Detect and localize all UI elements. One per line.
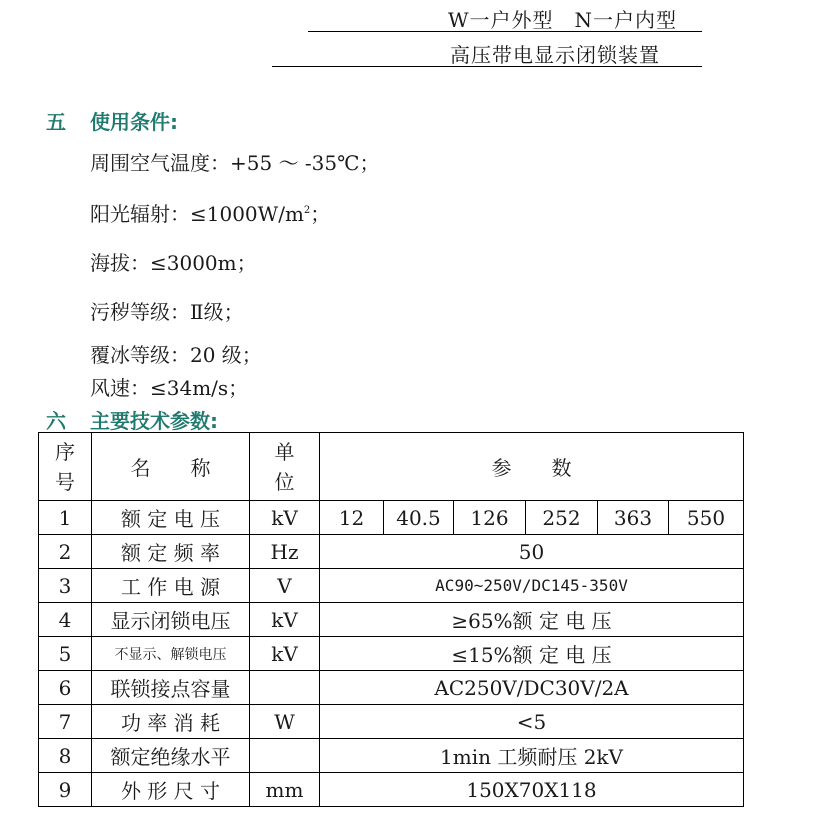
table-row xyxy=(39,705,744,739)
section-6-heading xyxy=(46,405,218,434)
row-3-name: 工 作 电 源 xyxy=(92,569,250,603)
row-6-seq: 6 xyxy=(39,671,92,705)
header-product-name: 高压带电显示闭锁装置 xyxy=(450,43,660,67)
row-7-seq: 7 xyxy=(39,705,92,739)
row-7-name: 功 率 消 耗 xyxy=(92,705,250,739)
table-header-row xyxy=(39,433,744,501)
row-4-unit: kV xyxy=(250,603,320,637)
row-1-value-4: 252 xyxy=(526,501,598,535)
header-type-line: W一户外型 N一户内型 xyxy=(448,8,678,32)
header-rule-2 xyxy=(272,66,702,67)
condition-wind-speed: 风速：≤34m/s； xyxy=(90,376,249,400)
row-5-value: ≤15%额 定 电 压 xyxy=(320,637,744,671)
row-3-unit: V xyxy=(250,569,320,603)
table-row xyxy=(39,501,744,535)
row-7-unit: W xyxy=(250,705,320,739)
header-unit: 单 位 xyxy=(250,433,320,501)
section-6-number: 六 xyxy=(46,409,66,433)
row-1-value-1: 12 xyxy=(320,501,384,535)
condition-icing: 覆冰等级：20 级； xyxy=(90,343,262,367)
row-8-unit xyxy=(250,739,320,773)
row-5-unit: kV xyxy=(250,637,320,671)
row-2-value: 50 xyxy=(320,535,744,569)
row-4-seq: 4 xyxy=(39,603,92,637)
row-9-value: 150X70X118 xyxy=(320,773,744,807)
technical-parameters-table xyxy=(38,432,744,807)
row-9-unit: mm xyxy=(250,773,320,807)
row-4-name: 显示闭锁电压 xyxy=(92,603,250,637)
condition-altitude: 海拔：≤3000m； xyxy=(90,251,257,275)
section-5-number: 五 xyxy=(46,110,66,134)
row-1-name: 额 定 电 压 xyxy=(92,501,250,535)
row-2-seq: 2 xyxy=(39,535,92,569)
row-1-unit: kV xyxy=(250,501,320,535)
row-9-seq: 9 xyxy=(39,773,92,807)
row-6-unit xyxy=(250,671,320,705)
row-1-value-3: 126 xyxy=(454,501,526,535)
row-8-value: 1min 工频耐压 2kV xyxy=(320,739,744,773)
table-row xyxy=(39,671,744,705)
row-9-name: 外 形 尺 寸 xyxy=(92,773,250,807)
header-name: 名 称 xyxy=(92,433,250,501)
row-1-value-6: 550 xyxy=(669,501,744,535)
row-5-name: 不显示、解锁电压 xyxy=(92,637,250,671)
table-row xyxy=(39,773,744,807)
section-5-heading xyxy=(46,106,178,135)
row-2-unit: Hz xyxy=(250,535,320,569)
row-2-name: 额 定 频 率 xyxy=(92,535,250,569)
table-row xyxy=(39,637,744,671)
row-4-value: ≥65%额 定 电 压 xyxy=(320,603,744,637)
row-6-name: 联锁接点容量 xyxy=(92,671,250,705)
row-8-seq: 8 xyxy=(39,739,92,773)
condition-solar-radiation xyxy=(90,198,330,227)
row-1-value-2: 40.5 xyxy=(384,501,454,535)
condition-solar-tail: ； xyxy=(310,202,331,226)
table-row xyxy=(39,535,744,569)
section-6-title: 主要技术参数: xyxy=(90,409,218,433)
row-1-value-5: 363 xyxy=(598,501,669,535)
row-3-value: AC90~250V/DC145-350V xyxy=(320,569,744,603)
condition-temperature: 周围空气温度：+55 ～ -35℃； xyxy=(90,151,380,175)
header-seq: 序 号 xyxy=(39,433,92,501)
condition-pollution: 污秽等级：Ⅱ级； xyxy=(90,300,244,324)
section-5-title: 使用条件: xyxy=(90,110,178,134)
table-row xyxy=(39,739,744,773)
row-3-seq: 3 xyxy=(39,569,92,603)
header-params: 参 数 xyxy=(320,433,744,501)
row-6-value: AC250V/DC30V/2A xyxy=(320,671,744,705)
header-rule-1 xyxy=(308,31,702,32)
condition-solar-sup: 2 xyxy=(303,205,311,216)
row-8-name: 额定绝缘水平 xyxy=(92,739,250,773)
row-7-value: <5 xyxy=(320,705,744,739)
table-row xyxy=(39,603,744,637)
row-5-seq: 5 xyxy=(39,637,92,671)
row-1-seq: 1 xyxy=(39,501,92,535)
table-row xyxy=(39,569,744,603)
condition-solar-text: 阳光辐射：≤1000W/m xyxy=(90,202,304,226)
